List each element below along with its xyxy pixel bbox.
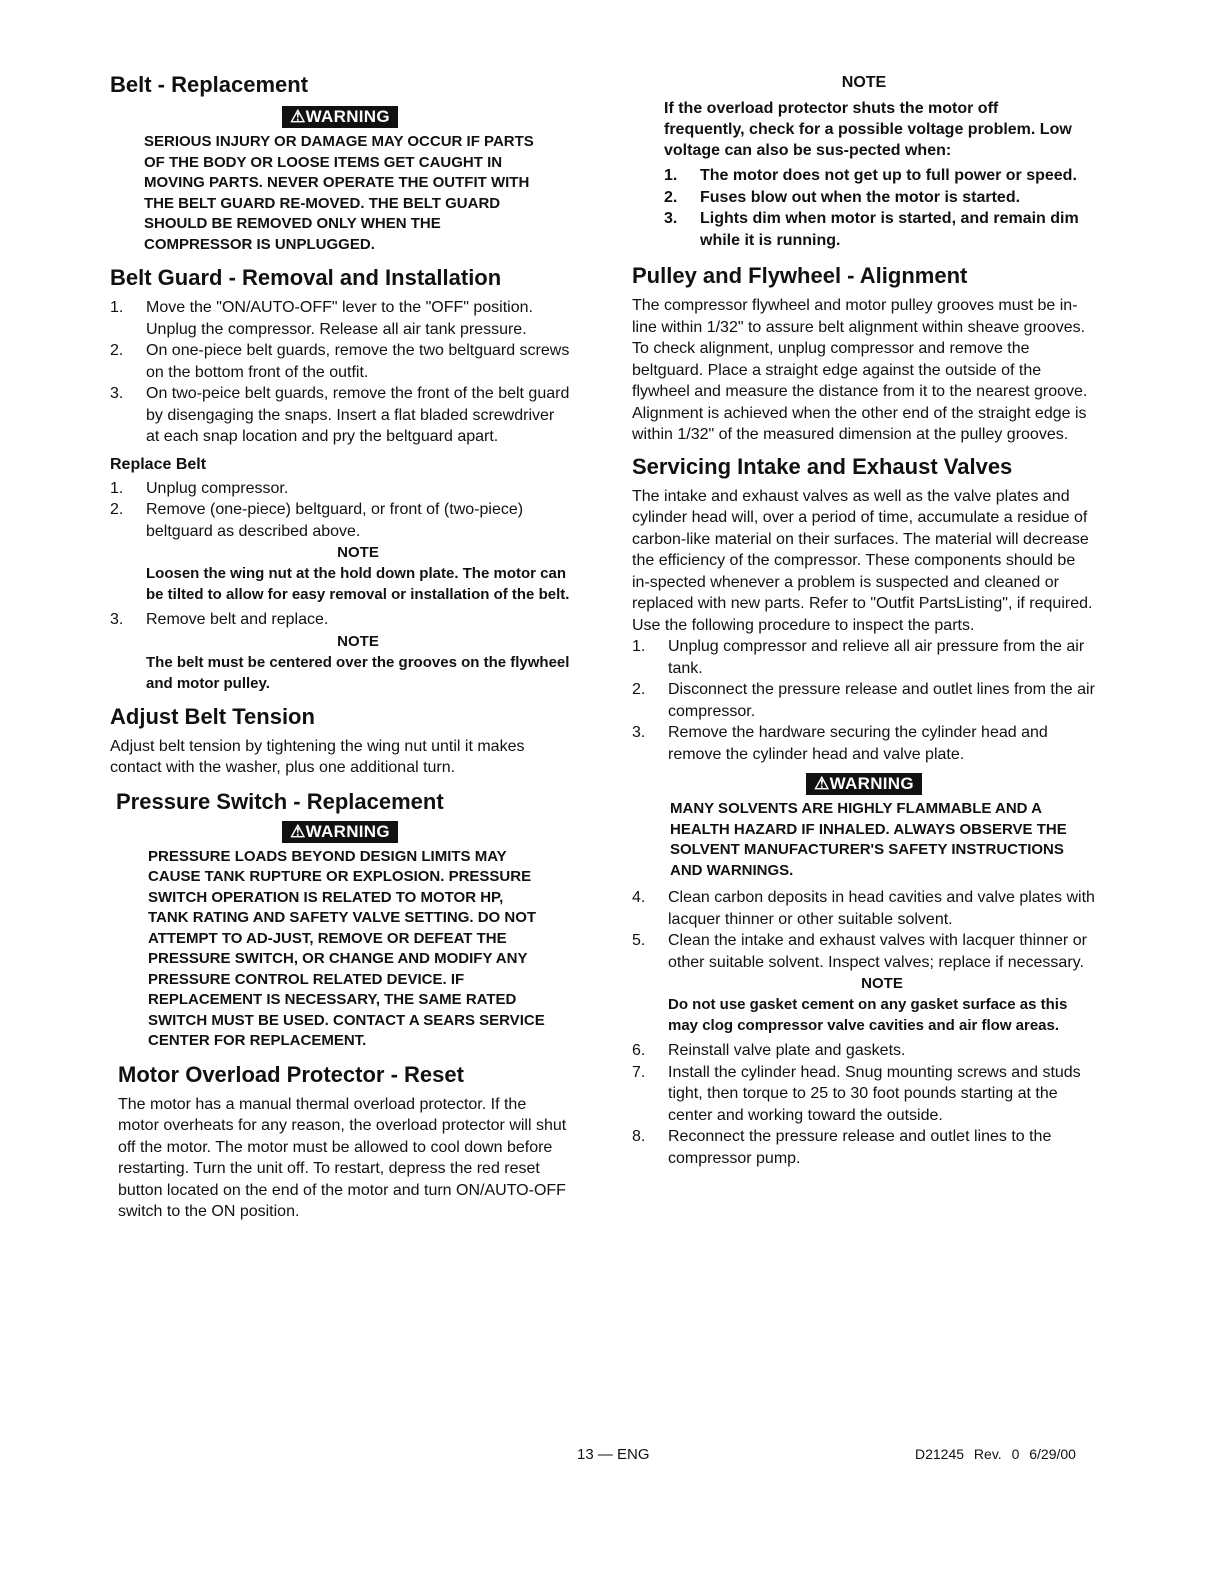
section-body: The motor has a manual thermal overload protector. If the motor overheats for any reason, the overload protector will shut off the motor. The motor must be allowed to cool down before restarting. Turn the unit off. To restart, depress the red reset button located on the end of the motor and turn ON/AUTO-OFF switch to the ON position. [118, 1095, 567, 1220]
belt-guard-section [110, 265, 570, 448]
list-item [632, 887, 1096, 930]
list-item-text: On one-piece belt guards, remove the two beltguard screws on the bottom front of the outfit. [146, 342, 570, 381]
warning-badge: ⚠WARNING [806, 773, 922, 795]
section-title: Belt Guard - Removal and Installation [110, 265, 502, 290]
list-item-text: Unplug compressor and relieve all air pressure from the air tank. [668, 638, 1085, 677]
list-item-number: 4. [632, 889, 646, 906]
note-text: Loosen the wing nut at the hold down plate. The motor can be tilted to allow for easy removal or installation of the belt. [146, 565, 570, 603]
warning-badge: ⚠WARNING [282, 106, 398, 128]
list-item-number: 3. [632, 724, 646, 741]
list-item [110, 609, 570, 631]
list-item-number: 3. [110, 611, 124, 628]
note-heading: NOTE [861, 975, 903, 992]
section-body: The compressor flywheel and motor pulley grooves must be in-line within 1/32" to assure belt alignment within sheave grooves. To check alignment, unplug compressor and remove the beltguard. Place a straight edge against the outside of the flywheel and measure the distance from it to the nearest groove. Alignment is achieved when the other end of the straight edge is within 1/32" of the measured dimension at the pulley grooves. [632, 297, 1088, 443]
list-item [110, 297, 570, 340]
list-item-text: The motor does not get up to full power or speed. [700, 167, 1077, 184]
page-number: 13 — ENG [577, 1446, 650, 1463]
pulley-section [632, 263, 1096, 446]
replace-belt-steps-a [110, 478, 570, 543]
valves-section [632, 454, 1096, 1170]
list-item-text: Install the cylinder head. Snug mounting screws and studs tight, then torque to 25 to 30 foot pounds starting at the center and working toward the outside. [668, 1063, 1081, 1124]
note-text: The belt must be centered over the grooves on the flywheel and motor pulley. [146, 653, 570, 692]
list-item-text: Remove (one-piece) beltguard, or front of (two-piece) beltguard as described above. [146, 501, 524, 540]
list-item-number: 1. [110, 479, 124, 497]
list-item [632, 722, 1096, 765]
section-body: Adjust belt tension by tightening the wing nut until it makes contact with the washer, plus one additional turn. [110, 737, 525, 776]
list-item [632, 636, 1096, 679]
warning-text: PRESSURE LOADS BEYOND DESIGN LIMITS MAY CAUSE TANK RUPTURE OR EXPLOSION. PRESSURE SWITCH OPERATION IS RELATED TO MOTOR HP, TANK RATING AND SAFETY VALVE SETTING. DO NOT ATTEMPT TO AD-JUST, REMOVE OR DEFEAT THE PRESSURE SWITCH, OR CHANGE AND MODIFY ANY PRESSURE CONTROL RELATED DEVICE. IF REPLACEMENT IS NECESSARY, THE SAME RATED SWITCH MUST BE USED. CONTACT A SEARS SERVICE CENTER FOR REPLACEMENT. [148, 847, 545, 1049]
list-item [110, 478, 570, 500]
list-item-number: 1. [110, 299, 124, 316]
warning-badge-wrap [632, 773, 1096, 795]
note-heading: NOTE [337, 632, 379, 650]
left-column [110, 72, 570, 1223]
section-title: Belt - Replacement [110, 72, 309, 97]
list-item [110, 383, 570, 448]
list-item [110, 499, 570, 542]
list-item-text: Reconnect the pressure release and outlet lines to the compressor pump. [668, 1128, 1052, 1167]
list-item-number: 8. [632, 1128, 646, 1145]
list-item-text: Reinstall valve plate and gaskets. [668, 1042, 906, 1059]
list-item [664, 187, 1096, 209]
list-item [664, 208, 1096, 251]
warning-badge-wrap [110, 106, 570, 128]
section-title: Pulley and Flywheel - Alignment [632, 263, 968, 288]
note-block [632, 975, 1096, 1036]
list-item-number: 2. [110, 501, 124, 518]
overload-note-section [632, 74, 1096, 251]
list-item-number: 1. [632, 638, 646, 655]
note-heading: NOTE [841, 74, 887, 91]
section-title: Servicing Intake and Exhaust Valves [632, 453, 1013, 479]
list-item-text: Remove belt and replace. [146, 611, 329, 628]
list-item-text: Remove the hardware securing the cylinder head and remove the cylinder head and valve plate. [668, 724, 1048, 763]
note-text: Do not use gasket cement on any gasket surface as this may clog compressor valve cavities and air flow areas. [668, 996, 1068, 1034]
note-block [110, 633, 570, 694]
list-item [632, 679, 1096, 722]
section-title: Adjust Belt Tension [110, 703, 315, 729]
list-item-number: 2. [632, 681, 646, 698]
document-revision: D21245 Rev. 0 6/29/00 [915, 1446, 1076, 1462]
list-item-text: Fuses blow out when the motor is started. [700, 188, 1021, 206]
pressure-switch-section [110, 789, 570, 1052]
list-item-number: 6. [632, 1042, 646, 1059]
note-heading: NOTE [337, 544, 379, 561]
warning-badge: ⚠WARNING [282, 821, 398, 843]
list-item [664, 165, 1096, 187]
list-item [632, 1040, 1096, 1062]
list-item-text: On two-peice belt guards, remove the front of the belt guard by disengaging the snaps. Insert a flat bladed screwdriver at each snap location and pry the beltguard apart. [146, 385, 570, 445]
valves-steps-c [632, 1040, 1096, 1169]
list-item-number: 7. [632, 1063, 646, 1081]
list-item-number: 5. [632, 932, 646, 949]
adjust-belt-section [110, 704, 570, 779]
note-text: If the overload protector shuts the motor off frequently, check for a possible voltage problem. Low voltage can also be sus-pected when: [664, 100, 1072, 159]
motor-overload-section [110, 1062, 570, 1223]
list-item-number: 2. [664, 188, 678, 206]
warning-text: SERIOUS INJURY OR DAMAGE MAY OCCUR IF PARTS OF THE BODY OR LOOSE ITEMS GET CAUGHT IN MOVING PARTS. NEVER OPERATE THE OUTFIT WITH THE BELT GUARD RE-MOVED. THE BELT GUARD SHOULD BE REMOVED ONLY WHEN THE COMPRESSOR IS UNPLUGGED. [144, 133, 534, 253]
list-item-text: Lights dim when motor is started, and remain dim while it is running. [700, 210, 1079, 249]
belt-guard-steps [110, 297, 570, 448]
note-block [110, 544, 570, 605]
list-item-text: Clean carbon deposits in head cavities and valve plates with lacquer thinner or other suitable solvent. [668, 889, 1095, 928]
list-item-number: 3. [110, 385, 124, 402]
list-item [632, 1126, 1096, 1169]
overload-note-steps [632, 165, 1096, 251]
list-item-number: 3. [664, 210, 678, 227]
warning-text: MANY SOLVENTS ARE HIGHLY FLAMMABLE AND A HEALTH HAZARD IF INHALED. ALWAYS OBSERVE THE SOLVENT MANUFACTURER'S SAFETY INSTRUCTIONS AND WARNINGS. [670, 800, 1067, 879]
valves-steps-a [632, 636, 1096, 765]
belt-replacement-section [110, 72, 570, 255]
warning-badge-wrap [110, 821, 570, 843]
list-item-text: Unplug compressor. [146, 479, 289, 497]
list-item-number: 2. [110, 342, 124, 359]
list-item-text: Move the "ON/AUTO-OFF" lever to the "OFF" position. Unplug the compressor. Release all air tank pressure. [146, 299, 533, 338]
list-item [632, 930, 1096, 973]
section-title: Motor Overload Protector - Reset [118, 1061, 464, 1087]
section-body: The intake and exhaust valves as well as the valve plates and cylinder head will, over a period of time, accumulate a residue of carbon-like material on their surfaces. The material will decrease the efficiency of the compressor. These components should be in-spected whenever a problem is suspected and cleaned or replaced with new parts. Refer to "Outfit PartsListing", if required. Use the following procedure to inspect the parts. [632, 487, 1093, 634]
list-item-text: Disconnect the pressure release and outlet lines from the air compressor. [668, 681, 1095, 720]
list-item-number: 1. [664, 167, 678, 184]
right-column [632, 72, 1096, 1169]
subsection-title: Replace Belt [110, 455, 207, 473]
list-item [632, 1062, 1096, 1127]
list-item-text: Clean the intake and exhaust valves with lacquer thinner or other suitable solvent. Inspect valves; replace if necessary. [668, 932, 1087, 971]
replace-belt-steps-b [110, 609, 570, 631]
valves-steps-b [632, 887, 1096, 973]
section-title: Pressure Switch - Replacement [116, 788, 444, 814]
list-item [110, 340, 570, 383]
replace-belt-section [110, 456, 570, 694]
